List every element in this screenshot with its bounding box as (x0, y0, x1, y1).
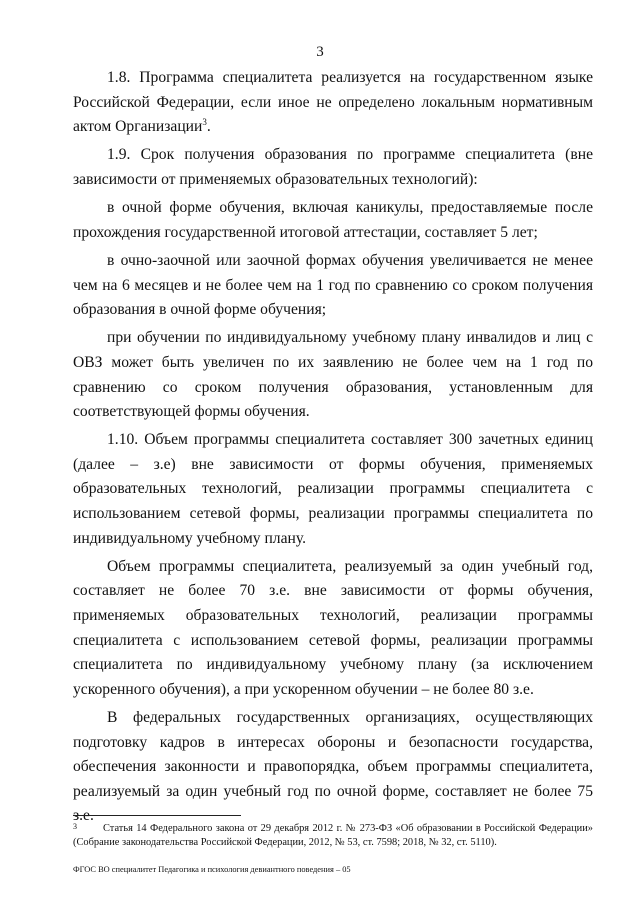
footnote-divider (73, 815, 241, 816)
paragraph-1-8 (73, 66, 593, 140)
paragraph-text: 1.8. Программа специалитета реализуется на государственном языке Российской Федерации, если иное не определено локальным нормативным актом Организации (73, 69, 593, 136)
running-footer: ФГОС ВО специалитет Педагогика и психология девиантного поведения – 05 (73, 865, 351, 874)
footnote-reference: 3 (202, 117, 207, 127)
paragraph-1-9: 1.9. Срок получения образования по программе специалитета (вне зависимости от применяемых образовательных технологий): (73, 146, 593, 188)
footnote-mark: 3 (73, 822, 77, 831)
paragraph-full-time: в очной форме обучения, включая каникулы, предоставляемые после прохождения государственной итоговой аттестации, составляет 5 лет; (73, 199, 593, 241)
page-number: 3 (316, 44, 324, 60)
body-text (73, 66, 593, 833)
paragraph-individual-plan: при обучении по индивидуальному учебному плану инвалидов и лиц с ОВЗ может быть увеличен по их заявлению не более чем на 1 год по сравнению со сроком получения образования, установленным для соответствующей формы обучения. (73, 329, 593, 421)
paragraph-federal-orgs: В федеральных государственных организациях, осуществляющих подготовку кадров в интересах обороны и безопасности государства, обеспечения законности и правопорядка, объем программы специалитета, реализуемый за один учебный год по очной форме, составляет не более 75 з.е. (73, 709, 593, 825)
paragraph-tail: . (206, 118, 211, 136)
paragraph-part-time: в очно-заочной или заочной формах обучения увеличивается не менее чем на 6 месяцев и не более чем на 1 год по сравнению со сроком получения образования в очной форме обучения; (73, 251, 593, 319)
paragraph-annual-volume: Объем программы специалитета, реализуемый за один учебный год, составляет не более 70 з.е. вне зависимости от формы обучения, применяемых образовательных технологий, реализации программы специалитета с использованием сетевой формы, реализации программы специалитета по индивидуальному учебному плану (за исключением ускоренного обучения), а при ускоренном обучении – не более 80 з.е. (73, 557, 593, 698)
footnote (73, 820, 593, 850)
footnote-text: Статья 14 Федерального закона от 29 декабря 2012 г. № 273-ФЗ «Об образовании в Российской Федерации» (Собрание законодательства Российской Федерации, 2012, № 53, ст. 7598; 2018, № 32, ст. 5110). (73, 823, 593, 848)
paragraph-1-10: 1.10. Объем программы специалитета составляет 300 зачетных единиц (далее – з.е) вне зависимости от формы обучения, применяемых образовательных технологий, реализации программы специалитета с использованием сетевой формы, реализации программы специалитета по индивидуальному учебному плану. (73, 431, 593, 547)
